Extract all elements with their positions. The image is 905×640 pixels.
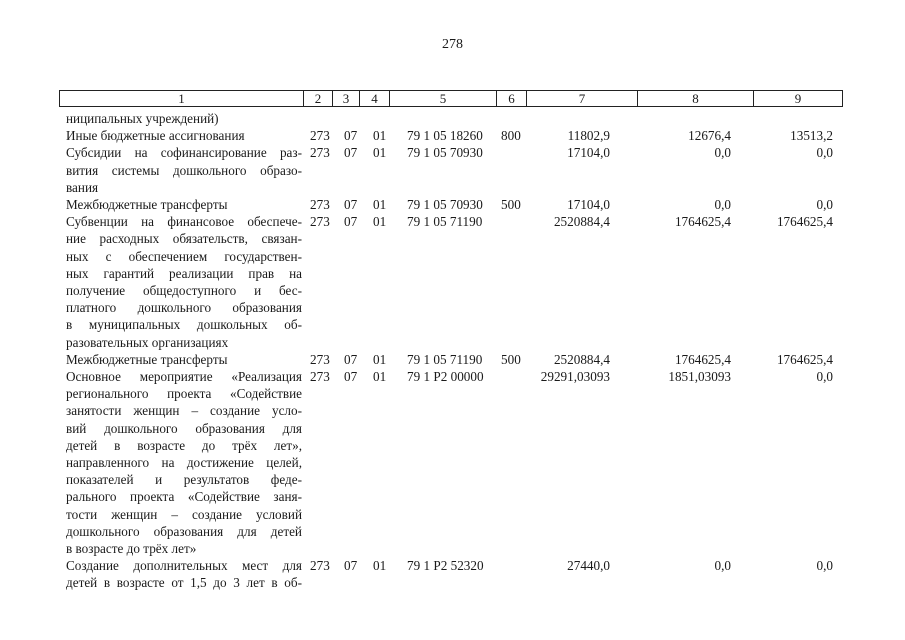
cell-c8: 1764625,4: [674, 214, 731, 230]
cell-c2: 273: [310, 558, 330, 574]
cell-c7: 11802,9: [567, 128, 610, 144]
cell-c2: 273: [310, 214, 330, 230]
cell-c7: 17104,0: [567, 145, 610, 161]
page-number: 278: [442, 37, 463, 52]
cell-c7: 2520884,4: [553, 214, 610, 230]
row-description: [66, 196, 302, 213]
cell-c4: 01: [373, 128, 387, 144]
header-col-8: 8: [638, 91, 754, 106]
row-description: [66, 144, 302, 196]
cell-c6: 500: [501, 351, 521, 367]
cell-c5: 79 1 05 71190: [407, 351, 483, 367]
cell-c4: 01: [373, 197, 387, 212]
cell-c2: 273: [310, 145, 330, 161]
description-line: детей в возрасте от 1,5 до 3 лет в об-: [66, 575, 302, 591]
description-line: Основное мероприятие «Реализация: [66, 369, 302, 384]
cell-c5: 79 1 P2 52320: [407, 558, 484, 574]
description-line: вания: [66, 179, 99, 195]
cell-c9: 0,0: [816, 145, 833, 161]
description-line: показателей и результатов феде-: [66, 472, 302, 488]
cell-c2: 273: [310, 351, 330, 367]
cell-c5: 79 1 05 18260: [407, 128, 483, 144]
cell-c8: 0,0: [714, 558, 731, 574]
description-line: занятости женщин – создание усло-: [66, 403, 302, 419]
cell-c3: 07: [344, 369, 358, 384]
cell-c5: 79 1 05 70930: [407, 197, 483, 212]
description-line: Межбюджетные трансферты: [66, 197, 228, 212]
header-col-5: 5: [390, 91, 497, 106]
cell-c7: 29291,03093: [540, 369, 610, 384]
description-line: ние расходных обязательств, связан-: [66, 231, 302, 247]
description-line: платного дошкольного образования: [66, 300, 302, 316]
header-col-4: 4: [360, 91, 390, 106]
row-description: [66, 557, 302, 591]
cell-c4: 01: [373, 369, 387, 384]
description-line: ных с обеспечением государствен-: [66, 248, 302, 264]
cell-c7: 17104,0: [567, 197, 610, 212]
header-col-1: 1: [60, 91, 304, 106]
description-line: в муниципальных дошкольных об-: [66, 317, 302, 333]
cell-c3: 07: [344, 197, 358, 212]
cell-c3: 07: [344, 214, 358, 230]
header-col-2: 2: [304, 91, 333, 106]
cell-c8: 12676,4: [688, 128, 731, 144]
cell-c8: 0,0: [714, 145, 731, 161]
header-col-7: 7: [527, 91, 638, 106]
description-line: детей в возрасте до трёх лет»,: [66, 437, 302, 453]
description-line: разовательных организациях: [66, 334, 229, 350]
description-line: дошкольного образования для детей: [66, 523, 302, 539]
description-line: направленного на достижение целей,: [66, 455, 302, 471]
cell-c2: 273: [310, 128, 330, 144]
description-line: Субсидии на софинансирование раз-: [66, 145, 302, 161]
cell-c9: 1764625,4: [776, 214, 833, 230]
description-line: рального проекта «Содействие заня-: [66, 489, 302, 505]
cell-c3: 07: [344, 128, 358, 144]
description-line: получение общедоступного и бес-: [66, 283, 302, 298]
cell-c2: 273: [310, 369, 330, 384]
header-col-3: 3: [333, 91, 360, 106]
cell-c3: 07: [344, 145, 358, 161]
cell-c3: 07: [344, 351, 358, 367]
cell-c9: 0,0: [816, 197, 833, 212]
cell-c2: 273: [310, 197, 330, 212]
description-line: Межбюджетные трансферты: [66, 351, 228, 367]
description-line: ниципальных учреждений): [66, 111, 219, 126]
description-line: Субвенции на финансовое обеспече-: [66, 214, 302, 230]
cell-c9: 0,0: [816, 558, 833, 574]
description-line: регионального проекта «Содействие: [66, 386, 302, 402]
cell-c8: 1851,03093: [668, 369, 731, 384]
cell-c3: 07: [344, 558, 358, 574]
cell-c8: 1764625,4: [674, 351, 731, 367]
cell-c5: 79 1 05 71190: [407, 214, 483, 230]
description-line: вий дошкольного образования для: [66, 420, 302, 436]
row-description: [66, 127, 302, 144]
cell-c5: 79 1 05 70930: [407, 145, 483, 161]
cell-c9: 0,0: [816, 369, 833, 384]
cell-c9: 1764625,4: [776, 351, 833, 367]
cell-c6: 500: [501, 197, 521, 212]
cell-c4: 01: [373, 351, 387, 367]
description-line: в возрасте до трёх лет»: [66, 541, 197, 557]
cell-c7: 27440,0: [567, 558, 610, 574]
row-description: [66, 351, 302, 368]
cell-c6: 800: [501, 128, 521, 144]
row-description: [66, 368, 302, 557]
cell-c4: 01: [373, 214, 387, 230]
cell-c4: 01: [373, 145, 387, 161]
cell-c8: 0,0: [714, 197, 731, 212]
row-description: [66, 213, 302, 351]
description-line: Создание дополнительных мест для: [66, 558, 302, 574]
cell-c9: 13513,2: [790, 128, 833, 144]
description-line: Иные бюджетные ассигнования: [66, 128, 245, 144]
header-col-6: 6: [497, 91, 527, 106]
description-line: вития системы дошкольного образо-: [66, 162, 302, 178]
header-col-9: 9: [794, 91, 802, 106]
cell-c4: 01: [373, 558, 387, 574]
table-header: [59, 90, 843, 107]
description-line: ных гарантий реализации прав на: [66, 265, 302, 281]
description-line: тости женщин – создание условий: [66, 506, 302, 522]
cell-c7: 2520884,4: [553, 351, 610, 367]
row-description: [66, 110, 302, 127]
cell-c5: 79 1 P2 00000: [407, 369, 484, 384]
